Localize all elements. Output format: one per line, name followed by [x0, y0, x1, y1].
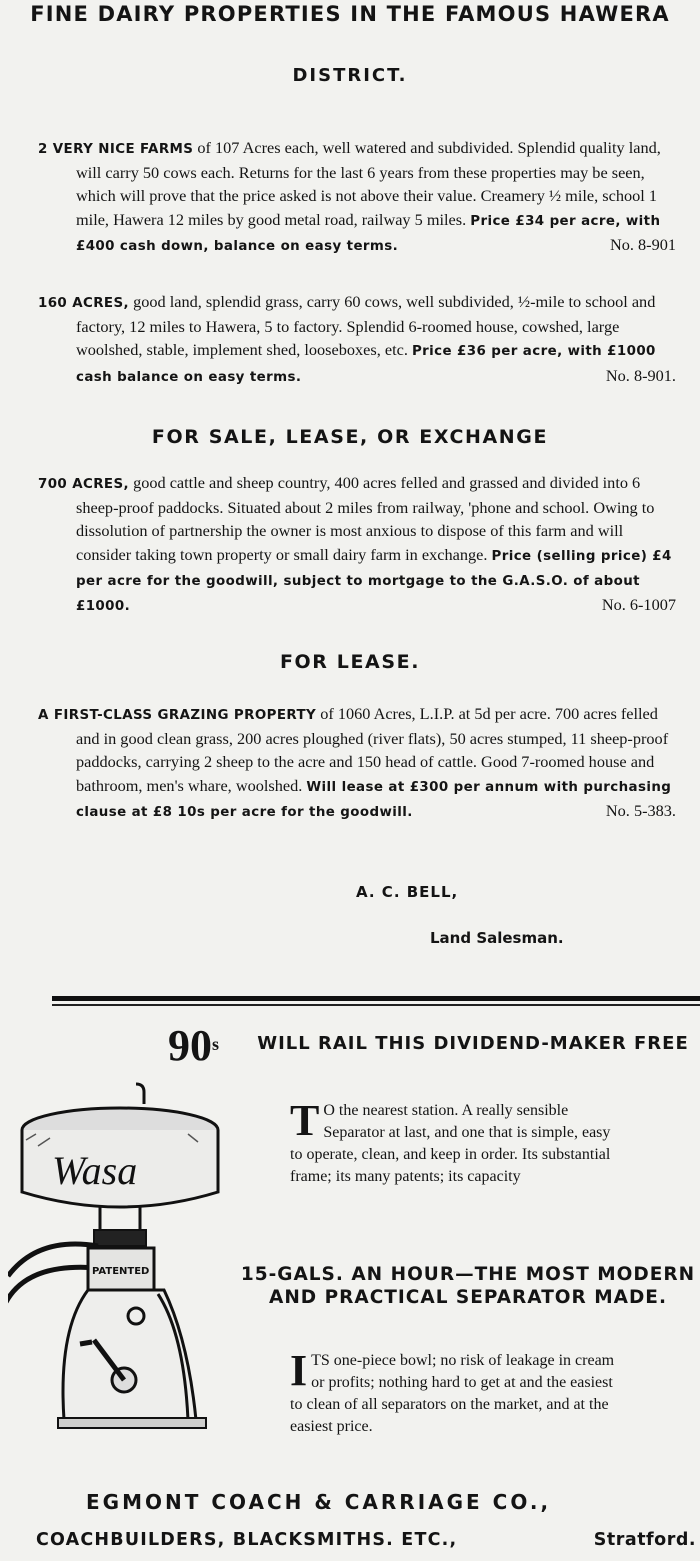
listing-ref: No. 6-1007 — [601, 595, 676, 615]
separator-patent-label: PATENTED — [92, 1266, 150, 1277]
listing-terms: Price £36 per acre, with £1000 cash balance on easy terms. — [76, 344, 656, 385]
agent-name: A. C. BELL, — [356, 883, 459, 901]
advert-paragraph-1-text: O the nearest station. A really sensible Separator at last, and one that is simple, easy to operate, clean, and keep in order. Its substantial frame; its many patents; its capacity — [290, 1102, 611, 1185]
divider-rule-thin — [52, 1004, 700, 1006]
listing-lead: 160 ACRES, — [38, 296, 129, 311]
page-headline-continued: DISTRICT. — [292, 65, 408, 86]
page-headline: FINE DAIRY PROPERTIES IN THE FAMOUS HAWERA — [30, 2, 670, 26]
section-heading-lease: FOR LEASE. — [279, 651, 421, 673]
listing-ref: No. 8-901. — [605, 365, 676, 385]
advert-paragraph-2 — [290, 1346, 624, 1438]
advert-headline: WILL RAIL THIS DIVIDEND-MAKER FREE — [257, 1033, 689, 1054]
listing-lead: A FIRST-CLASS GRAZING PROPERTY — [38, 708, 317, 723]
listing-body: good cattle and sheep country, 400 acres felled and grassed and divided into 6 sheep-proof paddocks. Situated about 2 miles from railway, 'phone and school. Owing to dissolution of partnership the owner is most anxious to dispose of this farm and will consider taking town property or small dairy farm in exchange. — [76, 473, 655, 564]
advert-price-value: 90 — [168, 1021, 212, 1070]
advert-paragraph-2-text: TS one-piece bowl; no risk of leakage in cream or profits; nothing hard to get at and the easiest to clean of all separators on the market, and at the easiest price. — [290, 1352, 615, 1435]
advert-paragraph-1 — [290, 1096, 624, 1188]
separator-brand: Wasa — [52, 1148, 138, 1193]
listing-grazing-property — [38, 702, 676, 824]
listing-body: of 107 Acres each, well watered and subdivided. Splendid quality land, will carry 50 cows each. Returns for the last 6 years from these properties may be seen, which will prove that the price asked is not above their value. Creamery ½ mile, school 1 mile, Hawera 12 miles by good metal road, railway 5 miles. — [76, 138, 661, 229]
advert-dropcap: T — [290, 1096, 320, 1145]
listing-700-acres — [38, 471, 676, 618]
listing-160-acres — [38, 290, 676, 389]
advertiser-location: Stratford. — [593, 1530, 696, 1550]
listing-ref: No. 5-383. — [605, 800, 676, 820]
advertiser-firm: EGMONT COACH & CARRIAGE CO., — [86, 1490, 552, 1514]
agent-title: Land Salesman. — [430, 929, 564, 947]
listing-two-farms — [38, 136, 676, 258]
advert-price-unit: s — [212, 1034, 220, 1054]
listing-lead: 2 VERY NICE FARMS — [38, 142, 194, 157]
listing-body: of 1060 Acres, L.I.P. at 5d per acre. 700 acres felled and in good clean grass, 200 acres ploughed (river flats), 50 acres stumped, 11 sheep-proof paddocks, carrying 2 sheep to the acre and 150 head of cattle. Good 7-roomed house and bathroom, men's whare, woolshed. — [76, 704, 669, 795]
section-heading-sale-lease: FOR SALE, LEASE, OR EXCHANGE — [151, 426, 549, 448]
advert-price — [168, 1021, 220, 1070]
listing-body: good land, splendid grass, carry 60 cows, well subdivided, ½-mile to school and factory, 12 miles to Hawera, 5 to factory. Splendid 6-roomed house, cowshed, large woolshed, stable, implement shed, looseboxes, etc. — [76, 292, 656, 360]
cream-separator-illustration — [8, 1080, 230, 1460]
listing-lead: 700 ACRES, — [38, 477, 129, 492]
listing-terms: Will lease at £300 per annum with purchasing clause at £8 10s per acre for the goodwill. — [76, 779, 672, 820]
advertiser-trades-text: COACHBUILDERS, BLACKSMITHS. ETC., — [36, 1530, 458, 1550]
advert-dropcap: I — [290, 1346, 308, 1395]
listing-terms: Price (selling price) £4 per acre for the goodwill, subject to mortgage to the G.A.S.O. of about £1000. — [76, 548, 672, 615]
divider-rule — [52, 996, 700, 1001]
advertiser-trades — [36, 1530, 696, 1550]
listing-terms: Price £34 per acre, with £400 cash down, balance on easy terms. — [76, 213, 661, 254]
advert-subheading: 15-GALS. AN HOUR—THE MOST MODERN AND PRACTICAL SEPARATOR MADE. — [240, 1264, 696, 1308]
listing-ref: No. 8-901 — [609, 234, 676, 254]
